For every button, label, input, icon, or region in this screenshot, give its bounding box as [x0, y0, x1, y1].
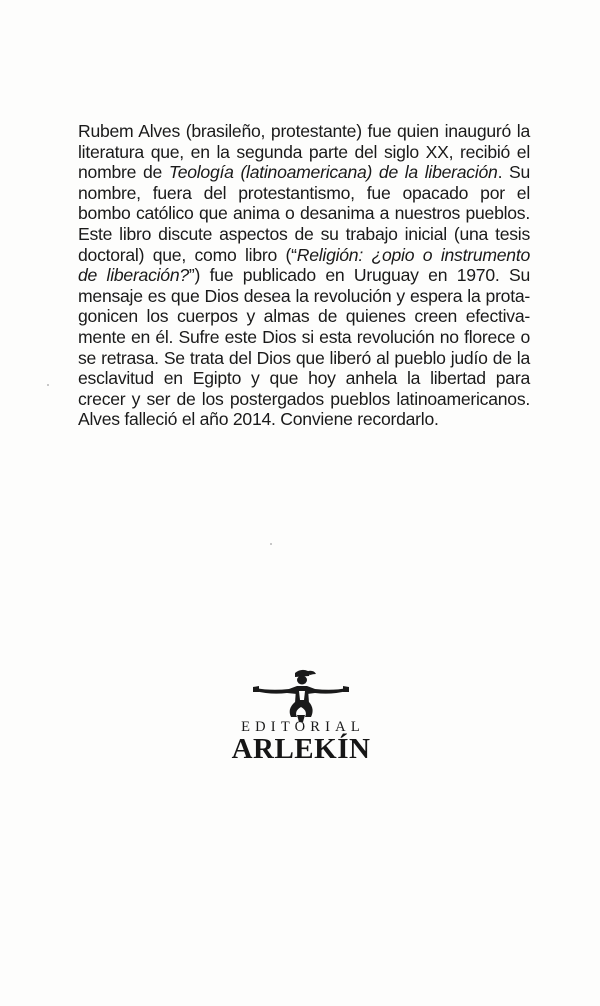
blurb-text: nombre de [78, 162, 169, 183]
blurb-italic-text: Religión: ¿opio o instrumento [296, 244, 530, 265]
blurb-line [78, 348, 530, 369]
blurb-text: ”) fue publicado en Uruguay en 1970. Su [188, 265, 530, 286]
publisher-name: ARLEKÍN [231, 733, 371, 765]
blurb-line [78, 121, 530, 142]
blurb-text: mensaje es que Dios desea la revolución y espera la prota- [78, 285, 530, 306]
blurb-line [78, 265, 530, 286]
blurb-line [78, 142, 530, 163]
blurb-text: doctoral) que, como libro (“ [78, 244, 297, 265]
blurb-line [78, 224, 530, 245]
blurb-text: literatura que, en la segunda parte del siglo XX, recibió el [78, 141, 530, 162]
blurb-line [78, 389, 530, 410]
blurb-text: nombre, fuera del protestantismo, fue opacado por el [78, 182, 530, 203]
back-cover-blurb [78, 121, 530, 430]
blurb-text: mente en él. Sufre este Dios si esta revolución no florece o [78, 326, 530, 347]
publisher-label: EDITORIAL [241, 719, 365, 735]
blurb-italic-text: de liberación? [78, 265, 189, 286]
blurb-line [78, 286, 530, 307]
blurb-text: Rubem Alves (brasileño, protestante) fue quien inauguró la [78, 121, 530, 141]
blurb-italic-text: Teología (latinoamericana) de la liberación [168, 162, 498, 183]
blurb-text: . Su [497, 162, 531, 183]
blurb-line [78, 409, 530, 430]
blurb-line [78, 203, 530, 224]
publisher-logo [221, 667, 381, 767]
blurb-text: se retrasa. Se trata del Dios que liberó al pueblo judío de la [78, 347, 530, 368]
blurb-line [78, 245, 530, 266]
blurb-line [78, 183, 530, 204]
blurb-text: gonicen los cuerpos y almas de quienes creen efectiva- [78, 306, 530, 327]
blurb-text: crecer y ser de los postergados pueblos latinoamericanos. [78, 388, 530, 409]
blurb-line [78, 327, 530, 348]
blurb-text: esclavitud en Egipto y que hoy anhela la libertad para [78, 368, 530, 389]
blurb-text: Este libro discute aspectos de su trabajo inicial (una tesis [78, 223, 530, 244]
blurb-line [78, 162, 530, 183]
blurb-line [78, 306, 530, 327]
blurb-text: Alves falleció el año 2014. Conviene recordarlo. [78, 409, 439, 430]
paper-speck [270, 543, 272, 545]
blurb-text: bombo católico que anima o desanima a nuestros pueblos. [78, 203, 530, 224]
paper-speck [47, 384, 49, 386]
jester-figure-icon [251, 667, 351, 727]
blurb-line [78, 368, 530, 389]
